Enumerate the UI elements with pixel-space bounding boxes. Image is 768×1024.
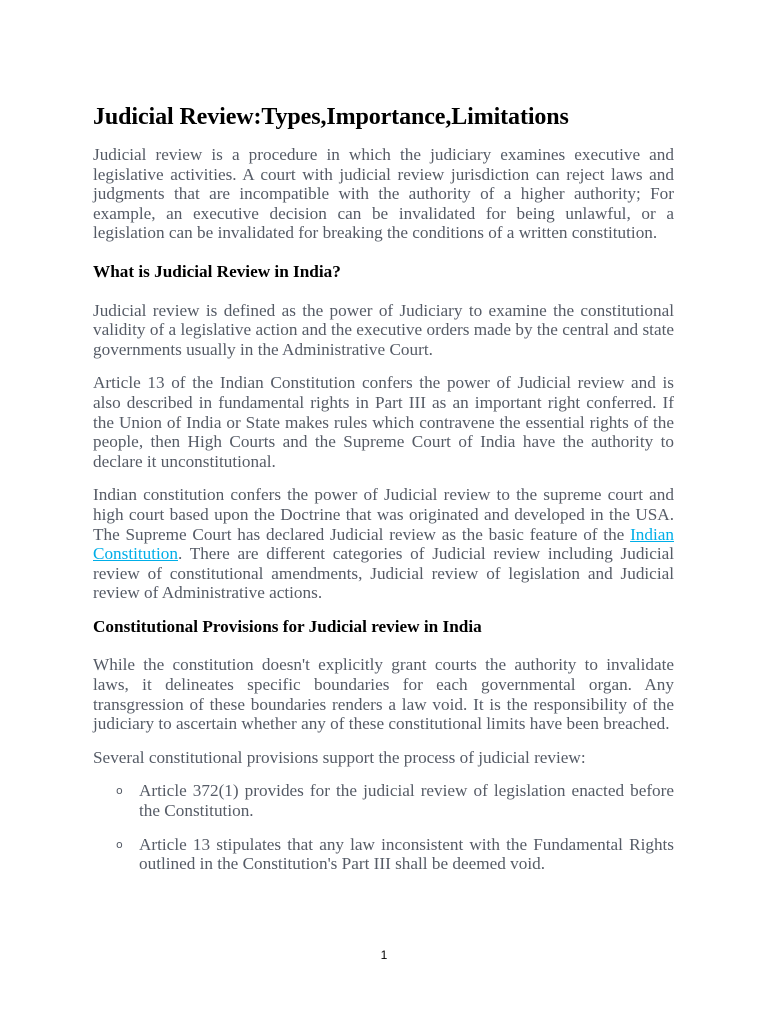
doctrine-text-before-link: Indian constitution confers the power of Judicial review to the supreme court and high court based upon the Doctrine that was originated and developed in the USA. The Supreme Court has declared Judicial review as the basic feature of the (93, 485, 674, 544)
provisions-list (93, 781, 674, 873)
doctrine-paragraph (93, 485, 674, 603)
page-title: Judicial Review:Types,Importance,Limitations (93, 104, 569, 130)
boundaries-paragraph: While the constitution doesn't explicitly grant courts the authority to invalidate laws, it delineates specific boundaries for each governmental organ. Any transgression of these boundaries renders a law void. It is the responsibility of the judiciary to ascertain whether any of these constitutional limits have been breached. (93, 655, 674, 734)
bullet-icon: o (116, 784, 123, 798)
document-page (93, 100, 674, 888)
list-item-text: Article 13 stipulates that any law inconsistent with the Fundamental Rights outlined in the Constitution's Part III shall be deemed void. (139, 834, 674, 874)
indian-constitution-link[interactable]: Indian Constitution (93, 524, 674, 564)
article-13-paragraph: Article 13 of the Indian Constitution confers the power of Judicial review and is also described in fundamental rights in Part III as an important right conferred. If the Union of India or State makes rules which contravene the essential rights of the people, then High Courts and the Supreme Court of India have the authority to declare it unconstitutional. (93, 373, 674, 471)
section-heading-what-is-judicial-review: What is Judicial Review in India? (93, 261, 341, 281)
list-item (116, 781, 674, 821)
doctrine-text-after-link: . There are different categories of Judicial review including Judicial review of constitutional amendments, Judicial review of legislation and Judicial review of Administrative actions. (93, 544, 674, 603)
intro-paragraph: Judicial review is a procedure in which the judiciary examines executive and legislative activities. A court with judicial review jurisdiction can reject laws and judgments that are incompatible with the authority of a higher authority; For example, an executive decision can be invalidated for being unlawful, or a legislation can be invalidated for breaking the conditions of a written constitution. (93, 145, 674, 243)
list-item-text: Article 372(1) provides for the judicial review of legislation enacted before the Constitution. (139, 781, 674, 821)
bullet-icon: o (116, 837, 123, 851)
page-number: 1 (380, 948, 388, 962)
list-item (116, 834, 674, 874)
definition-paragraph: Judicial review is defined as the power of Judiciary to examine the constitutional validity of a legislative action and the executive orders made by the central and state governments usually in the Administrative Court. (93, 300, 674, 359)
section-heading-constitutional-provisions: Constitutional Provisions for Judicial review in India (93, 616, 482, 636)
provisions-intro-paragraph: Several constitutional provisions support the process of judicial review: (93, 747, 586, 767)
